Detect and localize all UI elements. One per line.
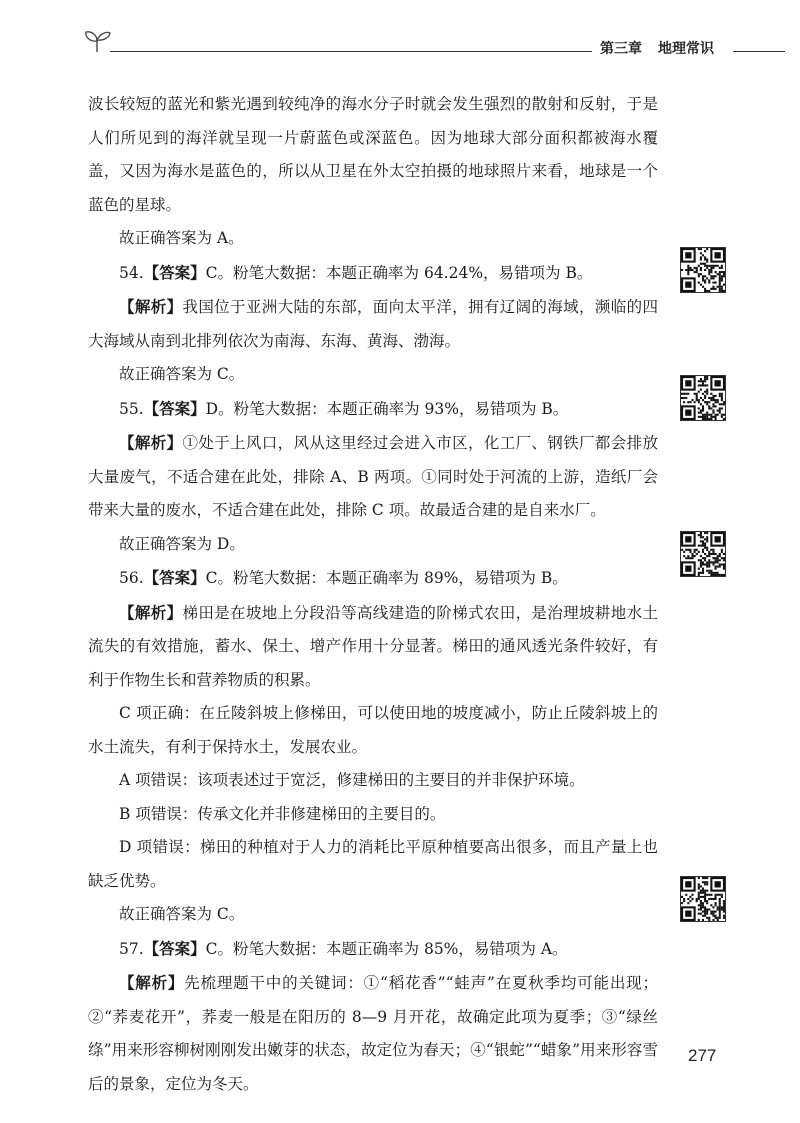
answer-line-54: 54.【答案】C。粉笔大数据：本题正确率为 64.24%，易错项为 B。 — [119, 262, 593, 282]
qr-code-icon[interactable] — [680, 876, 726, 922]
answer-tag: 【答案】 — [143, 938, 206, 958]
qr-code-icon[interactable] — [680, 375, 726, 421]
header-rule-left — [110, 51, 592, 52]
answer-conclusion: 故正确答案为 D。 — [119, 534, 245, 553]
chapter-title: 地理常识 — [658, 41, 714, 57]
answer-tag: 【答案】 — [143, 398, 206, 418]
page-number: 277 — [688, 1046, 717, 1065]
chapter-label: 第三章 — [600, 41, 642, 57]
analysis-55: 【解析】①处于上风口，风从这里经过会进入市区，化工厂、钢铁厂都会排放大量废气，不适合建在此处，排除 A、B 两项。①同时处于河流的上游，造纸厂会带来大量的废水，不适合建在此处，排除 C 项。故最适合建的是自来水厂。 — [88, 433, 658, 519]
option-b-note: B 项错误：传承文化并非修建梯田的主要目的。 — [119, 804, 446, 823]
leaf-logo-icon — [82, 28, 112, 54]
answer-line-57: 57.【答案】C。粉笔大数据：本题正确率为 85%，易错项为 A。 — [119, 938, 568, 958]
analysis-tag: 【解析】 — [119, 973, 185, 992]
answer-conclusion: 故正确答案为 A。 — [119, 229, 244, 247]
analysis-56: 【解析】梯田是在坡地上分段沿等高线建造的阶梯式农田，是治理坡耕地水土流失的有效措施，蓄水、保土、增产作用十分显著。梯田的通风透光条件较好，有利于作物生长和营养物质的积累。 — [88, 602, 658, 689]
option-d-note: D 项错误：梯田的种植对于人力的消耗比平原种植要高出很多，而且产量上也缺乏优势。 — [88, 838, 658, 890]
answer-explanations — [88, 88, 658, 1101]
answer-conclusion: 故正确答案为 C。 — [119, 905, 245, 923]
answer-conclusion: 故正确答案为 C。 — [119, 365, 245, 383]
analysis-54: 【解析】我国位于亚洲大陆的东部，面向太平洋，拥有辽阔的海域，濒临的四大海域从南到北排列依次为南海、东海、黄海、渤海。 — [88, 297, 658, 350]
header-rule-right — [733, 51, 785, 52]
running-header — [600, 38, 714, 58]
option-a-note: A 项错误：该项表述过于宽泛，修建梯田的主要目的并非保护环境。 — [119, 771, 585, 789]
option-c-note: C 项正确：在丘陵斜坡上修梯田，可以使田地的坡度减小，防止丘陵斜坡上的水土流失，有利于保持水土，发展农业。 — [88, 704, 658, 756]
answer-line-56: 56.【答案】C。粉笔大数据：本题正确率为 89%，易错项为 B。 — [119, 568, 568, 587]
answer-tag: 【答案】 — [143, 262, 206, 282]
analysis-tag: 【解析】 — [119, 297, 183, 316]
qr-code-icon[interactable] — [680, 247, 726, 293]
answer-tag: 【答案】 — [143, 568, 206, 587]
analysis-tag: 【解析】 — [119, 602, 183, 622]
analysis-57: 【解析】先梳理题干中的关键词：①“稻花香”“蛙声”在夏秋季均可能出现；②“荞麦花开”，荞麦一般是在阳历的 8—9 月开花，故确定此项为夏季；③“绿丝绦”用来形容柳树刚刚发出嫩芽的状态，故定位为春天；④“银蛇”“蜡象”用来形容雪后的景象，定位为冬天。 — [88, 973, 658, 1093]
analysis-tag: 【解析】 — [119, 433, 183, 452]
answer-line-55: 55.【答案】D。粉笔大数据：本题正确率为 93%，易错项为 B。 — [119, 398, 569, 418]
qr-code-icon[interactable] — [680, 531, 726, 577]
paragraph: 波长较短的蓝光和紫光遇到较纯净的海水分子时就会发生强烈的散射和反射，于是人们所见到的海洋就呈现一片蔚蓝色或深蓝色。因为地球大部分面积都被海水覆盖，又因为海水是蓝色的，所以从卫星在外太空拍摄的地球照片来看，地球是一个蓝色的星球。 — [88, 95, 658, 214]
